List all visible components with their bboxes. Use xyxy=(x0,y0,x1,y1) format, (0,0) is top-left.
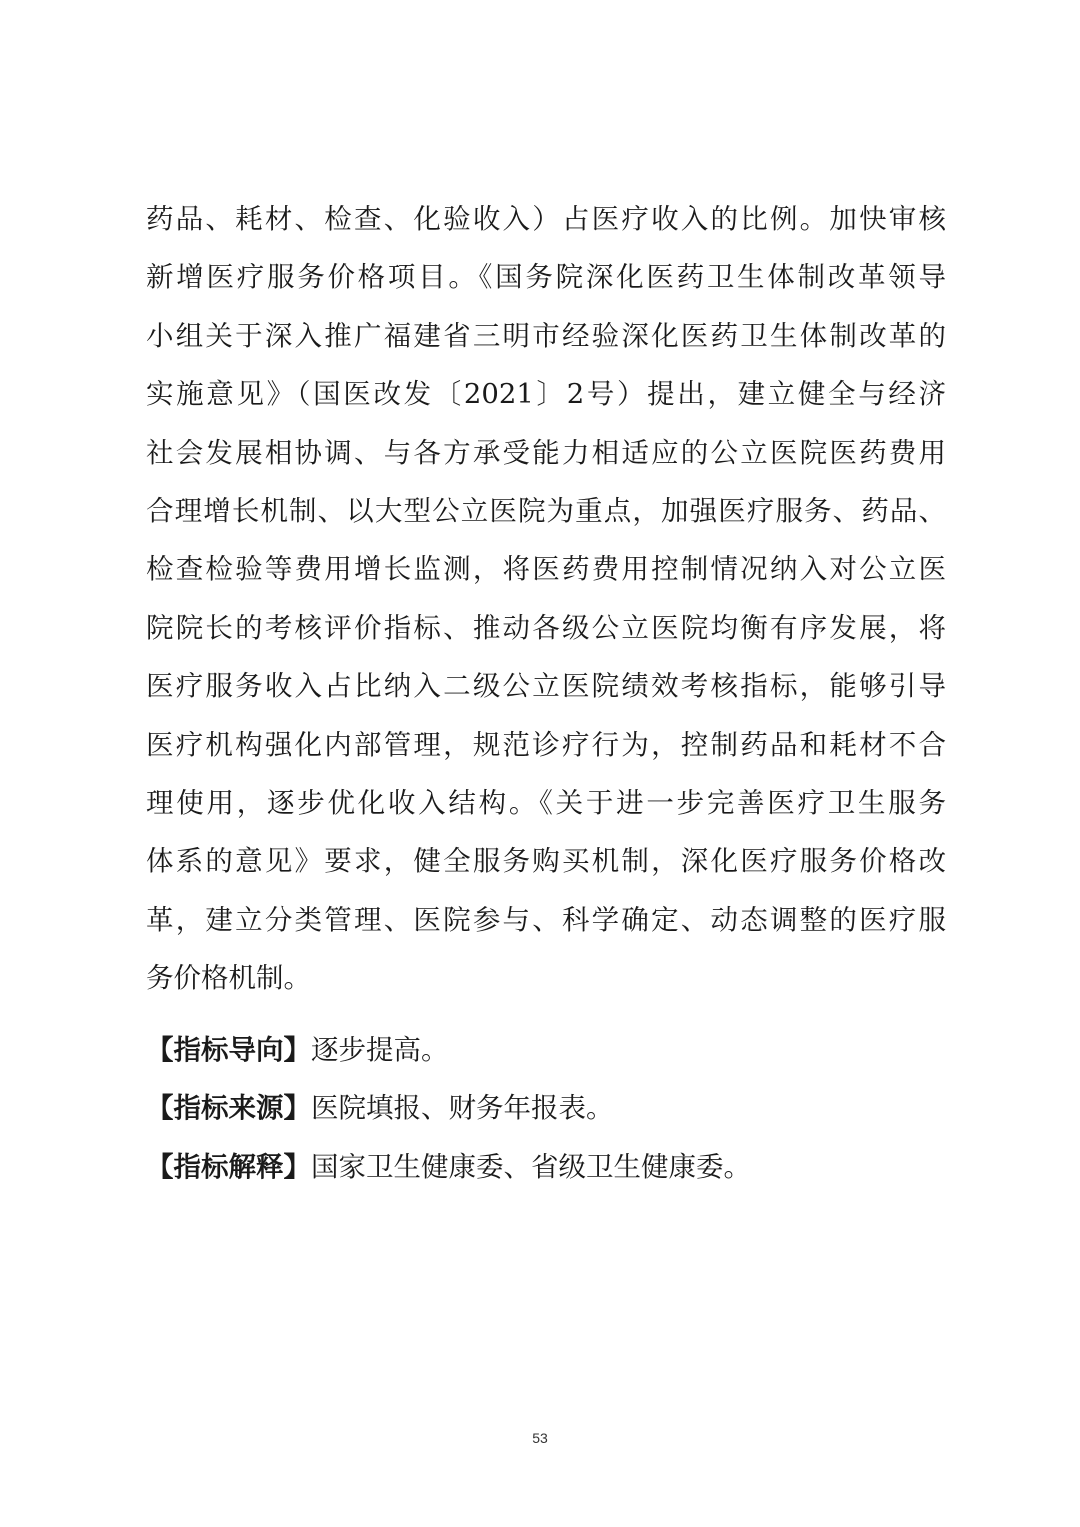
indicator-label: 【指标解释】 xyxy=(146,1150,311,1183)
page-number: 53 xyxy=(532,1430,548,1446)
paragraph-line: 检查检验等费用增长监测，将医药费用控制情况纳入对公立医 xyxy=(146,553,946,586)
indicator-direction xyxy=(146,1021,946,1079)
paragraph-line: 理使用，逐步优化收入结构。《关于进一步完善医疗卫生服务 xyxy=(146,786,946,819)
indicator-list xyxy=(146,1021,946,1196)
indicator-label: 【指标来源】 xyxy=(146,1092,311,1125)
paragraph-line: 新增医疗服务价格项目。《国务院深化医药卫生体制改革领导 xyxy=(146,261,946,294)
paragraph-line: 务价格机制。 xyxy=(146,962,311,995)
indicator-explanation xyxy=(146,1138,946,1196)
paragraph-line: 小组关于深入推广福建省三明市经验深化医药卫生体制改革的 xyxy=(146,319,946,352)
indicator-source xyxy=(146,1079,946,1137)
indicator-value: 医院填报、财务年报表。 xyxy=(311,1092,614,1125)
body-paragraph xyxy=(146,190,946,1007)
paragraph-line: 实施意见》（国医改发〔2021〕2号）提出，建立健全与经济 xyxy=(146,378,946,411)
paragraph-line: 革，建立分类管理、医院参与、科学确定、动态调整的医疗服 xyxy=(146,903,946,936)
paragraph-line: 院院长的考核评价指标、推动各级公立医院均衡有序发展，将 xyxy=(146,611,946,644)
paragraph-line: 体系的意见》要求，健全服务购买机制，深化医疗服务价格改 xyxy=(146,845,946,878)
paragraph-line: 社会发展相协调、与各方承受能力相适应的公立医院医药费用 xyxy=(146,436,946,469)
paragraph-line: 医疗服务收入占比纳入二级公立医院绩效考核指标，能够引导 xyxy=(146,670,946,703)
paragraph-line: 药品、耗材、检查、化验收入）占医疗收入的比例。加快审核 xyxy=(146,203,946,235)
indicator-value: 国家卫生健康委、省级卫生健康委。 xyxy=(311,1150,751,1183)
indicator-value: 逐步提高。 xyxy=(311,1034,449,1066)
paragraph-line: 医疗机构强化内部管理，规范诊疗行为，控制药品和耗材不合 xyxy=(146,728,946,761)
indicator-label: 【指标导向】 xyxy=(146,1034,311,1066)
paragraph-line: 合理增长机制、以大型公立医院为重点，加强医疗服务、药品、 xyxy=(146,494,946,527)
